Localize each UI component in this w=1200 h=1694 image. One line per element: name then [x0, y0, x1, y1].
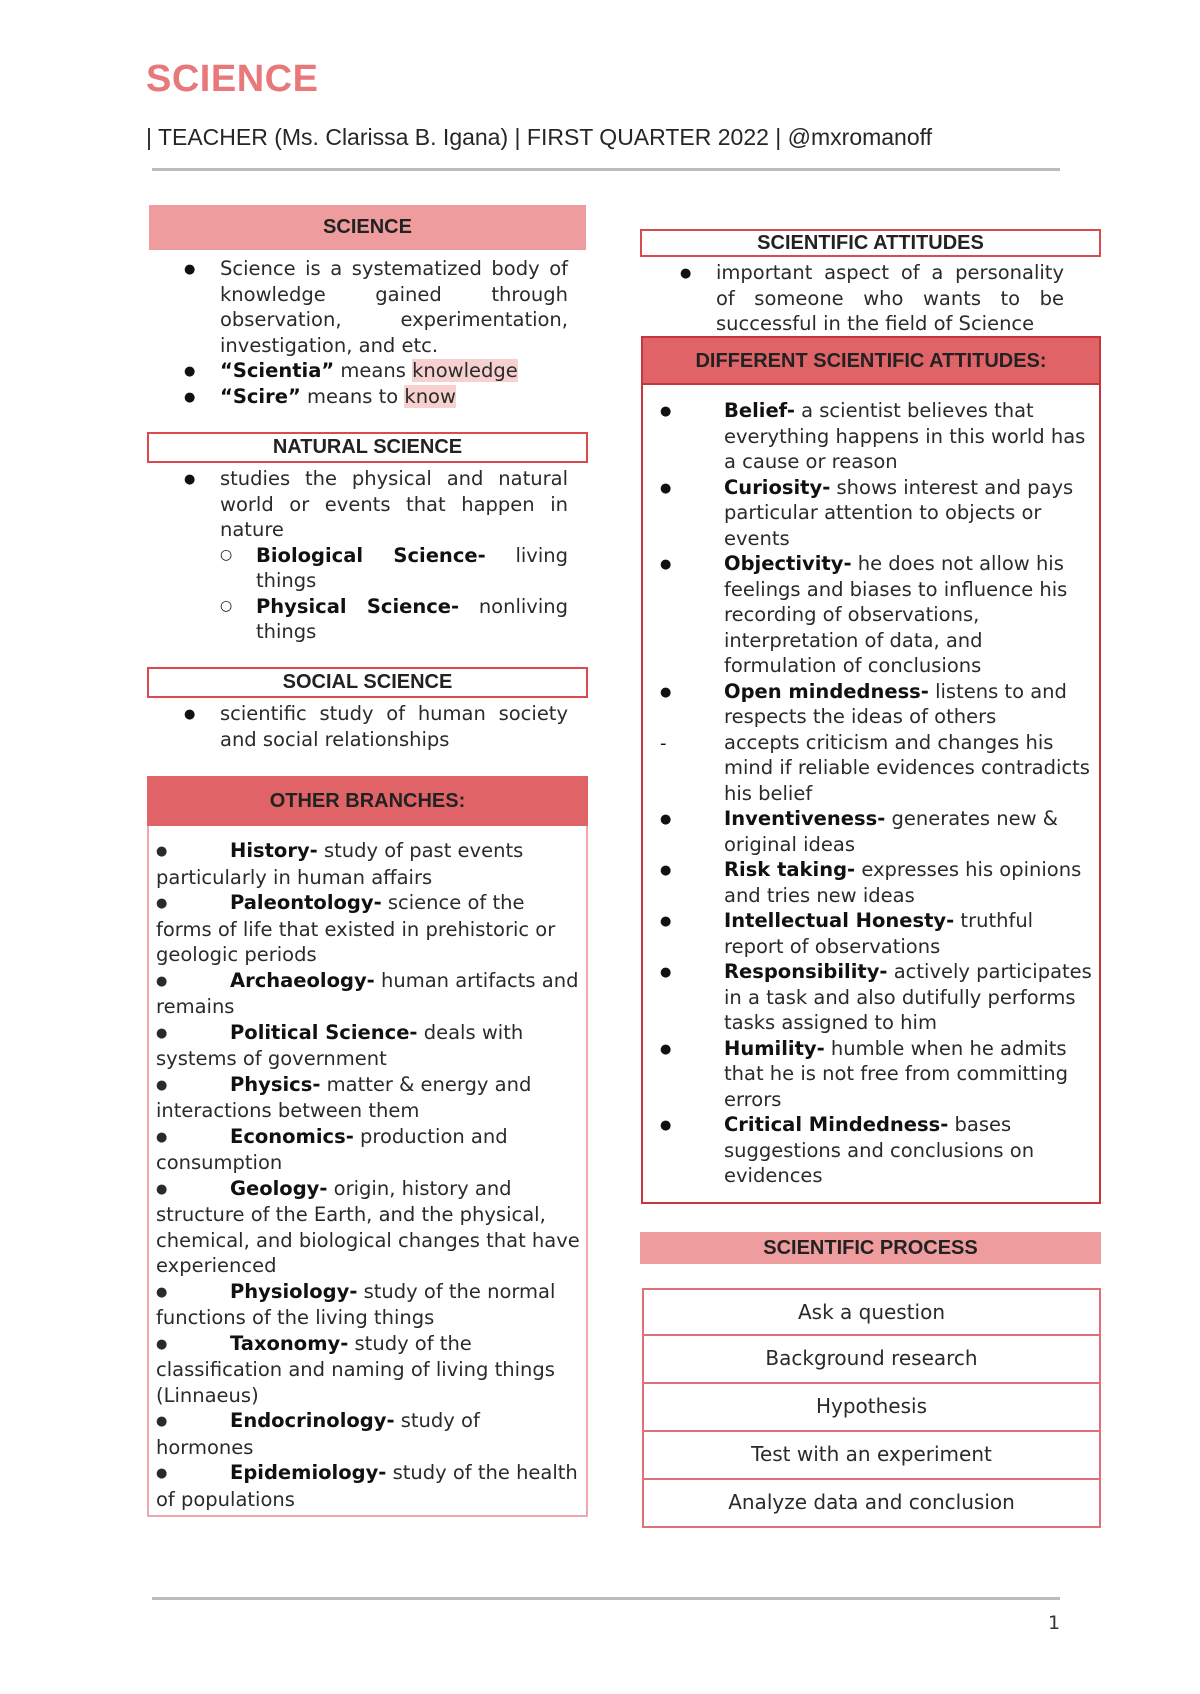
attitudes-definition: important aspect of a personality of someone who wants to be successful in the field of Science — [716, 261, 1064, 335]
process-step: Analyze data and conclusion — [642, 1480, 1101, 1528]
attitude-item — [660, 857, 1092, 908]
sub-list-item — [220, 594, 568, 645]
hollow-bullet-icon: ○ — [220, 597, 233, 614]
branch-item — [156, 968, 581, 1020]
bullet-icon: ● — [680, 266, 692, 281]
attitude-term: Inventiveness- — [724, 807, 886, 830]
attitude-term: Humility- — [724, 1036, 825, 1060]
branch-item — [156, 1176, 581, 1279]
branch-description: study of the normal functions of the living things — [156, 1279, 556, 1329]
list-item — [180, 358, 568, 384]
bullet-icon: ● — [660, 812, 672, 827]
bullet-icon: ● — [184, 364, 196, 379]
attitude-item — [660, 398, 1092, 475]
branch-term: Endocrinology- — [230, 1409, 395, 1432]
process-step: Ask a question — [642, 1288, 1101, 1336]
bullet-icon: ● — [184, 472, 196, 487]
branch-term: History- — [230, 839, 318, 862]
attitude-item — [660, 475, 1092, 552]
bullet-icon: ● — [184, 707, 196, 722]
attitude-term: Curiosity- — [724, 475, 831, 499]
list-item — [180, 256, 568, 358]
text-fragment: living things — [256, 543, 568, 592]
section-heading-natural-science: NATURAL SCIENCE — [147, 432, 588, 463]
natural-science-definition: studies the physical and natural world or events that happen in nature — [220, 467, 568, 541]
bullet-icon: ● — [156, 1025, 168, 1041]
branch-item — [156, 1124, 581, 1176]
branch-description: human artifacts and remains — [156, 968, 579, 1018]
attitude-item — [660, 959, 1092, 1036]
branch-description: study of the classification and naming of living things (Linnaeus) — [156, 1331, 555, 1407]
attitude-item — [660, 551, 1092, 679]
bullet-icon: ● — [660, 1118, 672, 1133]
attitude-item — [660, 1112, 1092, 1189]
branch-item — [156, 1279, 581, 1331]
bullet-icon: ● — [156, 1181, 168, 1197]
list-item — [180, 384, 568, 410]
attitude-item — [660, 806, 1092, 857]
bullet-icon: ● — [156, 1414, 168, 1429]
attitude-item — [660, 730, 1092, 807]
attitude-description: humble when he admits that he is not free from committing errors — [724, 1036, 1068, 1111]
science-list — [180, 256, 568, 409]
list-item — [676, 260, 1064, 337]
different-attitudes-list — [660, 398, 1092, 1189]
bullet-icon: ● — [156, 1284, 168, 1300]
hollow-bullet-icon: ○ — [220, 546, 233, 563]
bullet-icon: ● — [184, 262, 196, 277]
term-physical-science: Physical Science- — [256, 594, 460, 618]
section-heading-other-branches: OTHER BRANCHES: — [147, 776, 588, 826]
branch-description: study of past events particularly in human affairs — [156, 839, 524, 889]
attitude-term: Risk taking- — [724, 858, 856, 881]
attitude-description: a scientist believes that everything happens in this world has a cause or reason — [724, 399, 1086, 473]
section-heading-social-science: SOCIAL SCIENCE — [147, 667, 588, 698]
branch-item — [156, 1408, 581, 1460]
natural-science-list — [180, 466, 568, 645]
attitude-term: Critical Mindedness- — [724, 1113, 949, 1136]
bullet-icon: ● — [156, 973, 168, 989]
page-subtitle: | TEACHER (Ms. Clarissa B. Igana) | FIRST QUARTER 2022 | @mxromanoff — [146, 124, 933, 150]
attitude-term: Belief- — [724, 399, 795, 422]
branch-description: study of hormones — [156, 1409, 480, 1459]
section-heading-science: SCIENCE — [149, 205, 586, 250]
bullet-icon: ● — [660, 965, 672, 980]
process-steps — [642, 1288, 1101, 1528]
text-fragment: nonliving things — [256, 594, 568, 643]
attitude-description: he does not allow his feelings and biases to influence his recording of observations, interpretation of data, and formulation of conclusions — [724, 552, 1068, 677]
section-heading-scientific-process: SCIENTIFIC PROCESS — [640, 1232, 1101, 1264]
dash-marker-icon: - — [660, 732, 667, 754]
bullet-icon: ● — [660, 863, 672, 878]
other-branches-list — [156, 838, 581, 1512]
branch-description: matter & energy and interactions between them — [156, 1072, 532, 1122]
branch-term: Archaeology- — [230, 968, 375, 992]
branch-description: study of the health of populations — [156, 1461, 578, 1511]
attitude-description: shows interest and pays particular attention to objects or events — [724, 475, 1074, 550]
process-step: Background research — [642, 1336, 1101, 1384]
attitude-term: Responsibility- — [724, 960, 888, 983]
attitude-term: Objectivity- — [724, 552, 852, 575]
bullet-icon: ● — [156, 896, 168, 911]
branch-item — [156, 890, 581, 968]
bullet-icon: ● — [660, 480, 672, 496]
branch-term: Epidemiology- — [230, 1461, 387, 1484]
attitude-description: bases suggestions and conclusions on evidences — [724, 1113, 1035, 1187]
branch-term: Physics- — [230, 1072, 321, 1096]
attitude-description: accepts criticism and changes his mind if reliable evidences contradicts his belief — [724, 730, 1090, 805]
science-definition: Science is a systematized body of knowledge gained through observation, experimentation, investigation, and etc. — [220, 257, 568, 357]
branch-item — [156, 1072, 581, 1124]
sub-list-item — [220, 543, 568, 594]
attitude-term: Open mindedness- — [724, 679, 929, 703]
attitude-item — [660, 1036, 1092, 1113]
attitude-description: actively participates in a task and also dutifully performs tasks assigned to him — [724, 960, 1092, 1034]
branch-term: Economics- — [230, 1124, 354, 1148]
branch-description: deals with systems of government — [156, 1020, 524, 1070]
social-science-definition: scientific study of human society and social relationships — [220, 702, 568, 751]
bullet-icon: ● — [156, 1466, 168, 1481]
branch-description: science of the forms of life that existed in prehistoric or geologic periods — [156, 891, 556, 966]
section-heading-scientific-attitudes: SCIENTIFIC ATTITUDES — [640, 229, 1101, 257]
branch-term: Physiology- — [230, 1279, 358, 1303]
highlight-knowledge: knowledge — [412, 359, 518, 382]
branch-item — [156, 1331, 581, 1409]
branch-term: Geology- — [230, 1176, 328, 1200]
attitude-term: Intellectual Honesty- — [724, 909, 955, 932]
bullet-icon: ● — [660, 684, 672, 700]
bullet-icon: ● — [156, 844, 168, 859]
attitude-description: truthful report of observations — [724, 909, 1034, 958]
bullet-icon: ● — [156, 1077, 168, 1093]
branch-item — [156, 1460, 581, 1512]
term-scire: “Scire” — [220, 384, 301, 408]
branch-term: Political Science- — [230, 1020, 418, 1044]
bullet-icon: ● — [660, 914, 672, 929]
text-fragment: means to — [300, 384, 405, 408]
attitude-description: listens to and respects the ideas of others — [724, 679, 1067, 728]
attitude-description: expresses his opinions and tries new ideas — [724, 858, 1082, 907]
attitude-item — [660, 908, 1092, 959]
social-science-list — [180, 701, 568, 752]
highlight-know: know — [404, 384, 456, 408]
attitude-item — [660, 679, 1092, 730]
bullet-icon: ● — [184, 389, 196, 405]
header-divider — [152, 168, 1060, 171]
footer-divider — [152, 1597, 1060, 1600]
branch-description: production and consumption — [156, 1124, 508, 1174]
section-heading-different-attitudes: DIFFERENT SCIENTIFIC ATTITUDES: — [643, 338, 1099, 385]
branch-item — [156, 1020, 581, 1072]
list-item — [180, 701, 568, 752]
bullet-icon: ● — [660, 1041, 672, 1057]
bullet-icon: ● — [660, 557, 672, 572]
branch-item — [156, 838, 581, 890]
bullet-icon: ● — [156, 1336, 168, 1352]
process-step: Test with an experiment — [642, 1432, 1101, 1480]
term-biological-science: Biological Science- — [256, 543, 486, 567]
bullet-icon: ● — [156, 1129, 168, 1145]
text-fragment: means — [334, 359, 413, 382]
branch-description: origin, history and structure of the Earth, and the physical, chemical, and biological changes that have experienced — [156, 1176, 580, 1277]
branch-term: Paleontology- — [230, 891, 382, 914]
attitude-description: generates new & original ideas — [724, 807, 1058, 856]
branch-term: Taxonomy- — [230, 1331, 349, 1355]
page-number: 1 — [1048, 1612, 1061, 1634]
attitudes-list — [676, 260, 1064, 337]
list-item — [180, 466, 568, 645]
process-step: Hypothesis — [642, 1384, 1101, 1432]
bullet-icon: ● — [660, 404, 672, 419]
page-title: SCIENCE — [146, 58, 319, 100]
term-scientia: “Scientia” — [220, 359, 335, 382]
